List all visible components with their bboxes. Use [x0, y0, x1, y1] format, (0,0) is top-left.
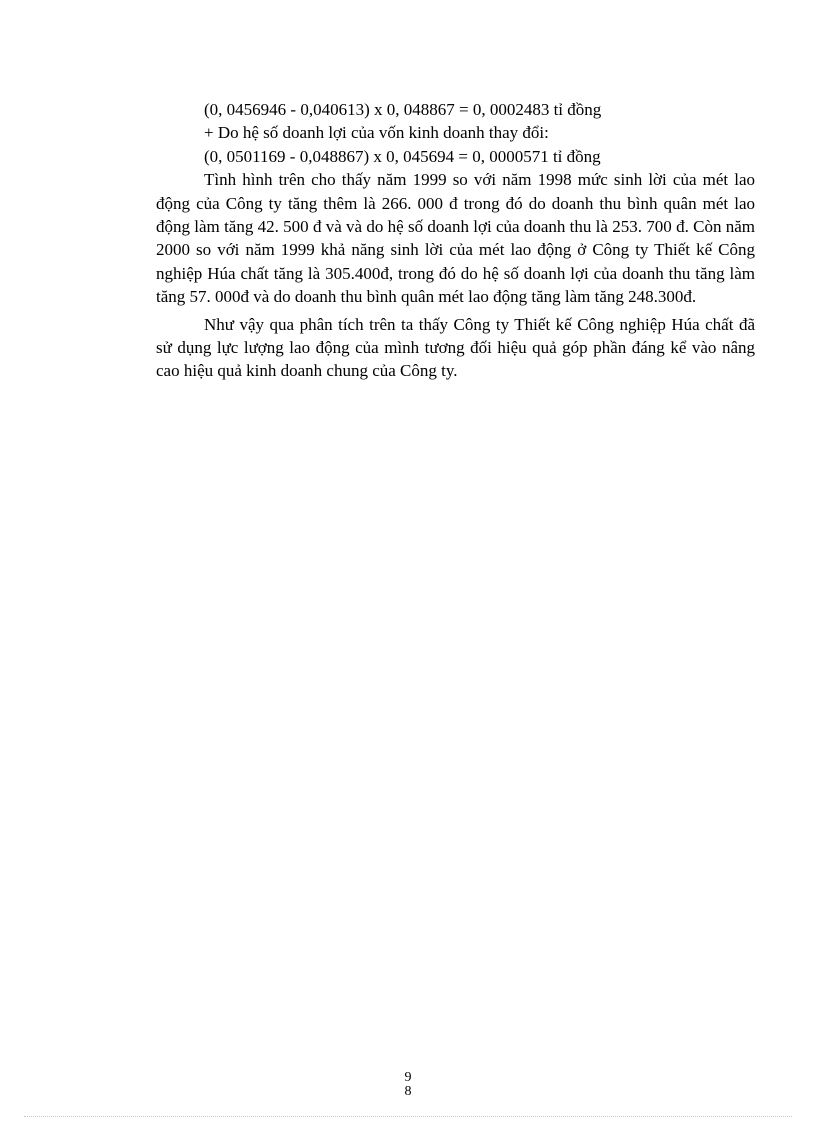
page-number: [0, 1071, 816, 1099]
factor-heading: + Do hệ số doanh lợi của vốn kinh doanh thay đổi:: [204, 123, 549, 143]
page-number-digit-2: 8: [404, 1084, 412, 1099]
page-bottom-divider: [24, 1116, 792, 1117]
page-number-digit-1: 9: [404, 1070, 412, 1085]
formula-line-2: (0, 0501169 - 0,048867) x 0, 045694 = 0, 0000571 tỉ đồng: [204, 146, 601, 166]
conclusion-paragraph: Như vậy qua phân tích trên ta thấy Công ty Thiết kế Công nghiệp Húa chất đã sử dụng lực lượng lao động của mình tương đối hiệu quả góp phần đáng kể vào nâng cao hiệu quả kinh doanh chung của Công ty.: [156, 314, 755, 381]
page-content: [156, 98, 755, 383]
analysis-paragraph: Tình hình trên cho thấy năm 1999 so với năm 1998 mức sinh lời của mét lao động của Công ty tăng thêm là 266. 000 đ trong đó do doanh thu bình quân mét lao động làm tăng 42. 500 đ và và do hệ số doanh lợi của doanh thu là 253. 700 đ. Còn năm 2000 so với năm 1999 khả năng sinh lời của mét lao động ở Công ty Thiết kế Công nghiệp Húa chất tăng là 305.400đ, trong đó do hệ số doanh lợi của doanh thu tăng làm tăng 57. 000đ và do doanh thu bình quân mét lao động tăng làm tăng 248.300đ.: [156, 170, 755, 307]
formula-line-1: (0, 0456946 - 0,040613) x 0, 048867 = 0, 0002483 tỉ đồng: [204, 100, 602, 119]
